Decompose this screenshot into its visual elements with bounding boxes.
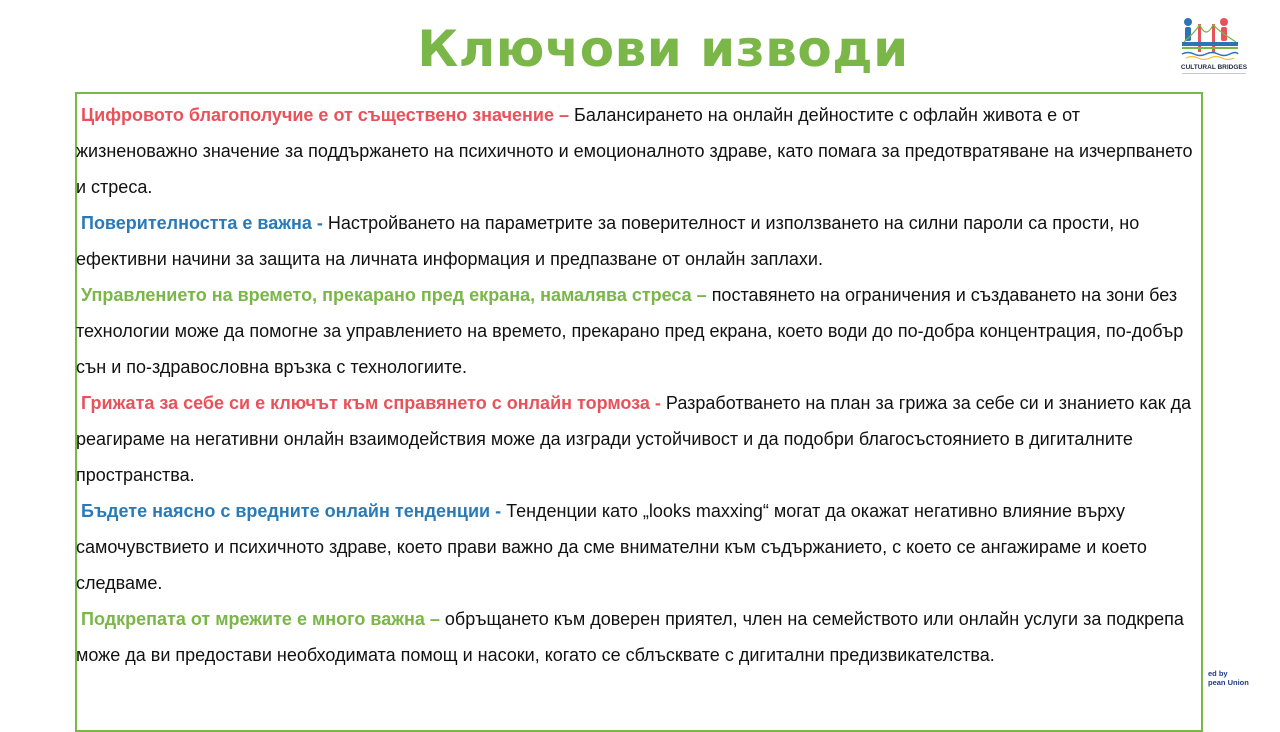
key-point-heading: Поверителността е важна - [81,213,323,233]
key-point-1 [76,97,1201,205]
cultural-bridges-logo [1176,14,1252,76]
key-points-list [76,97,1201,673]
key-point-body: Тенденции като „looks maxxing“ могат да окажат негативно влияние върху самочувствието и психичното здраве, което прави важно да сме внимателни към съдържанието, с което се ангажираме и което следваме. [76,501,1147,593]
key-point-3 [76,277,1201,385]
key-point-heading: Подкрепата от мрежите е много важна – [81,609,440,629]
key-point-heading: Бъдете наясно с вредните онлайн тенденции - [81,501,502,521]
slide-title: Ключови изводи [417,20,909,78]
logo-text: CULTURAL BRIDGES [1180,64,1248,71]
key-point-5 [76,493,1201,601]
key-point-6 [76,601,1201,673]
eu-badge-line-1: ed by [1208,669,1228,678]
key-point-body: Балансирането на онлайн дейностите с офлайн живота е от жизненоважно значение за поддържането на психичното и емоционалното здраве, като помага за предотвратяване на изчерпването и стреса. [76,105,1193,197]
bridge-people-icon [1176,14,1252,64]
key-point-2 [76,205,1201,277]
key-point-body: поставянето на ограничения и създаването на зони без технологии може да помогне за управлението на времето, прекарано пред екрана, което води до по-добра концентрация, по-добър сън и по-здравословна връзка с технологиите. [76,285,1184,377]
eu-funding-badge [1208,669,1249,687]
key-point-body: обръщането към доверен приятел, член на семейството или онлайн услуги за подкрепа може да ви предостави необходимата помощ и насоки, когато се сблъсквате с дигитални предизвикателства. [76,609,1184,665]
key-point-heading: Грижата за себе си е ключът към справянето с онлайн тормоза - [81,393,661,413]
key-point-heading: Управлението на времето, прекарано пред екрана, намалява стреса – [81,285,707,305]
key-point-body: Разработването на план за грижа за себе си и знанието как да реагираме на негативни онлайн взаимодействия може да изгради устойчивост и да подобри благосъстоянието в дигиталните пространства. [76,393,1192,485]
key-point-heading: Цифровото благополучие е от съществено значение – [81,105,569,125]
key-point-4 [76,385,1201,493]
logo-subline [1182,73,1246,74]
eu-badge-line-2: pean Union [1208,678,1249,687]
key-point-body: Настройването на параметрите за поверителност и използването на силни пароли са прости, но ефективни начини за защита на личната информация и предпазване от онлайн заплахи. [76,213,1140,269]
